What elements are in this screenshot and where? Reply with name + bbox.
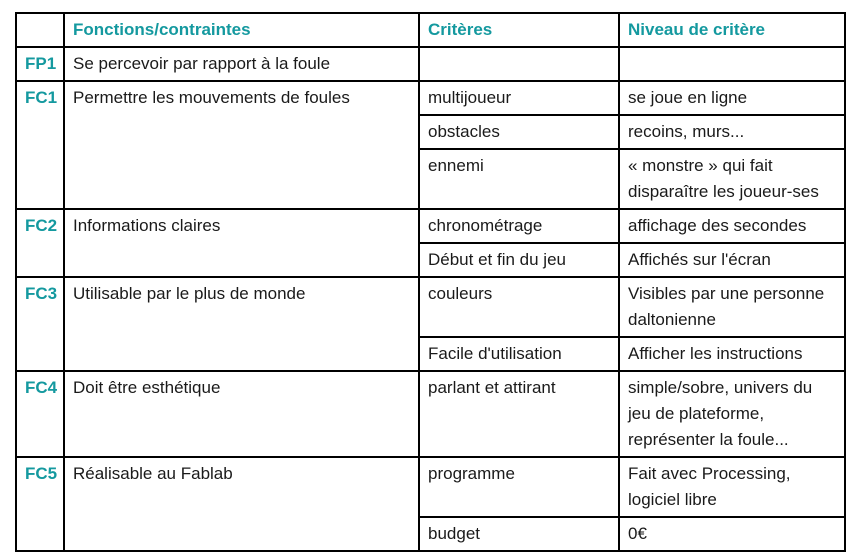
requirements-table <box>15 12 846 552</box>
criterion-cell: parlant et attirant <box>419 371 619 457</box>
criterion-cell <box>419 47 619 81</box>
header-row <box>16 13 845 47</box>
function-cell: Doit être esthétique <box>64 371 419 457</box>
row-id-fc1: FC1 <box>16 81 64 209</box>
table-row <box>16 47 845 81</box>
criterion-cell: budget <box>419 517 619 551</box>
level-cell: Affichés sur l'écran <box>619 243 845 277</box>
criterion-cell: chronométrage <box>419 209 619 243</box>
level-cell: simple/sobre, univers du jeu de plateforme, représenter la foule... <box>619 371 845 457</box>
criterion-cell: programme <box>419 457 619 517</box>
row-id-fp1: FP1 <box>16 47 64 81</box>
criterion-cell: multijoueur <box>419 81 619 115</box>
level-cell <box>619 47 845 81</box>
function-cell: Informations claires <box>64 209 419 277</box>
level-cell: se joue en ligne <box>619 81 845 115</box>
function-cell: Utilisable par le plus de monde <box>64 277 419 371</box>
table-row <box>16 81 845 115</box>
function-cell: Permettre les mouvements de foules <box>64 81 419 209</box>
header-id-cell <box>16 13 64 47</box>
header-criteres-cell: Critères <box>419 13 619 47</box>
criterion-cell: couleurs <box>419 277 619 337</box>
function-cell: Réalisable au Fablab <box>64 457 419 551</box>
function-cell: Se percevoir par rapport à la foule <box>64 47 419 81</box>
level-cell: Visibles par une personne daltonienne <box>619 277 845 337</box>
table-row <box>16 277 845 337</box>
level-cell: Fait avec Processing, logiciel libre <box>619 457 845 517</box>
header-fonctions-cell: Fonctions/contraintes <box>64 13 419 47</box>
table-row <box>16 457 845 517</box>
row-id-fc5: FC5 <box>16 457 64 551</box>
row-id-fc2: FC2 <box>16 209 64 277</box>
criterion-cell: Facile d'utilisation <box>419 337 619 371</box>
header-niveau-cell: Niveau de critère <box>619 13 845 47</box>
row-id-fc4: FC4 <box>16 371 64 457</box>
level-cell: Afficher les instructions <box>619 337 845 371</box>
row-id-fc3: FC3 <box>16 277 64 371</box>
table-row <box>16 209 845 243</box>
level-cell: « monstre » qui fait disparaître les joueur-ses <box>619 149 845 209</box>
level-cell: 0€ <box>619 517 845 551</box>
criterion-cell: obstacles <box>419 115 619 149</box>
criterion-cell: ennemi <box>419 149 619 209</box>
criterion-cell: Début et fin du jeu <box>419 243 619 277</box>
level-cell: affichage des secondes <box>619 209 845 243</box>
level-cell: recoins, murs... <box>619 115 845 149</box>
table-row <box>16 371 845 457</box>
